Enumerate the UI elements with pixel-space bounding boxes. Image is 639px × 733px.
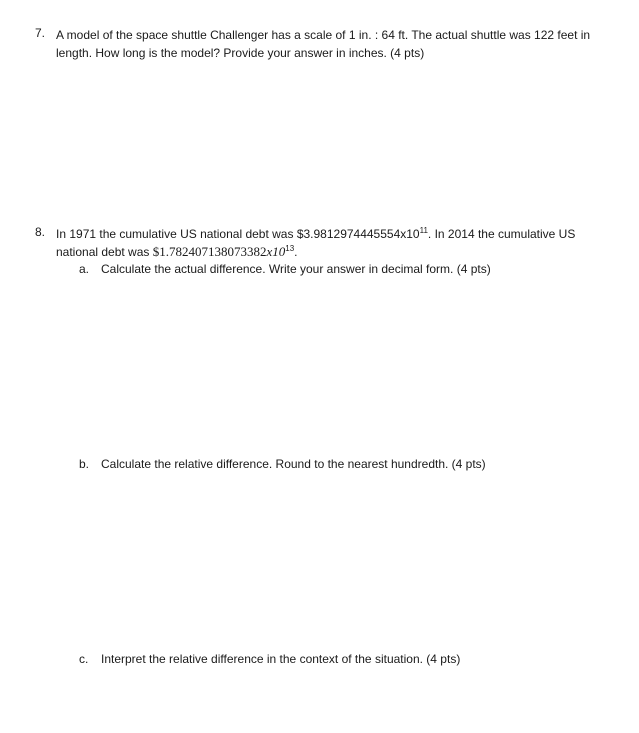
- question-8-line-2-post: .: [294, 245, 298, 259]
- question-7-line-2: length. How long is the model? Provide your answer in inches. (4 pts): [56, 46, 425, 60]
- question-8-line-2-pre: national debt was: [56, 245, 153, 259]
- question-8-number: 8.: [35, 225, 46, 239]
- part-a-text: Calculate the actual difference. Write your answer in decimal form. (4 pts): [101, 262, 491, 276]
- part-b-text: Calculate the relative difference. Round to the nearest hundredth. (4 pts): [101, 457, 486, 471]
- question-7-text: [56, 26, 616, 62]
- question-8-line-2-value: $1.782407138073382: [152, 244, 267, 259]
- question-7-number: 7.: [35, 26, 46, 40]
- part-a-letter: a.: [79, 262, 90, 276]
- question-8-line-1-post: . In 2014 the cumulative US: [427, 227, 576, 241]
- part-c-letter: c.: [79, 652, 89, 666]
- question-8-line-1: [56, 225, 616, 243]
- question-8-line-2-x: x10: [266, 244, 286, 259]
- question-8-line-2: [56, 243, 616, 261]
- question-8-text: [56, 225, 616, 261]
- question-8-line-1-exponent: 11: [419, 226, 428, 235]
- question-8-line-1-pre: In 1971 the cumulative US national debt was $3.9812974445554x10: [56, 227, 420, 241]
- part-c-text: Interpret the relative difference in the context of the situation. (4 pts): [101, 652, 461, 666]
- question-7-line-1: A model of the space shuttle Challenger has a scale of 1 in. : 64 ft. The actual shuttle was 122 feet in: [56, 28, 591, 42]
- part-b-letter: b.: [79, 457, 90, 471]
- question-8-line-2-exponent: 13: [285, 244, 295, 253]
